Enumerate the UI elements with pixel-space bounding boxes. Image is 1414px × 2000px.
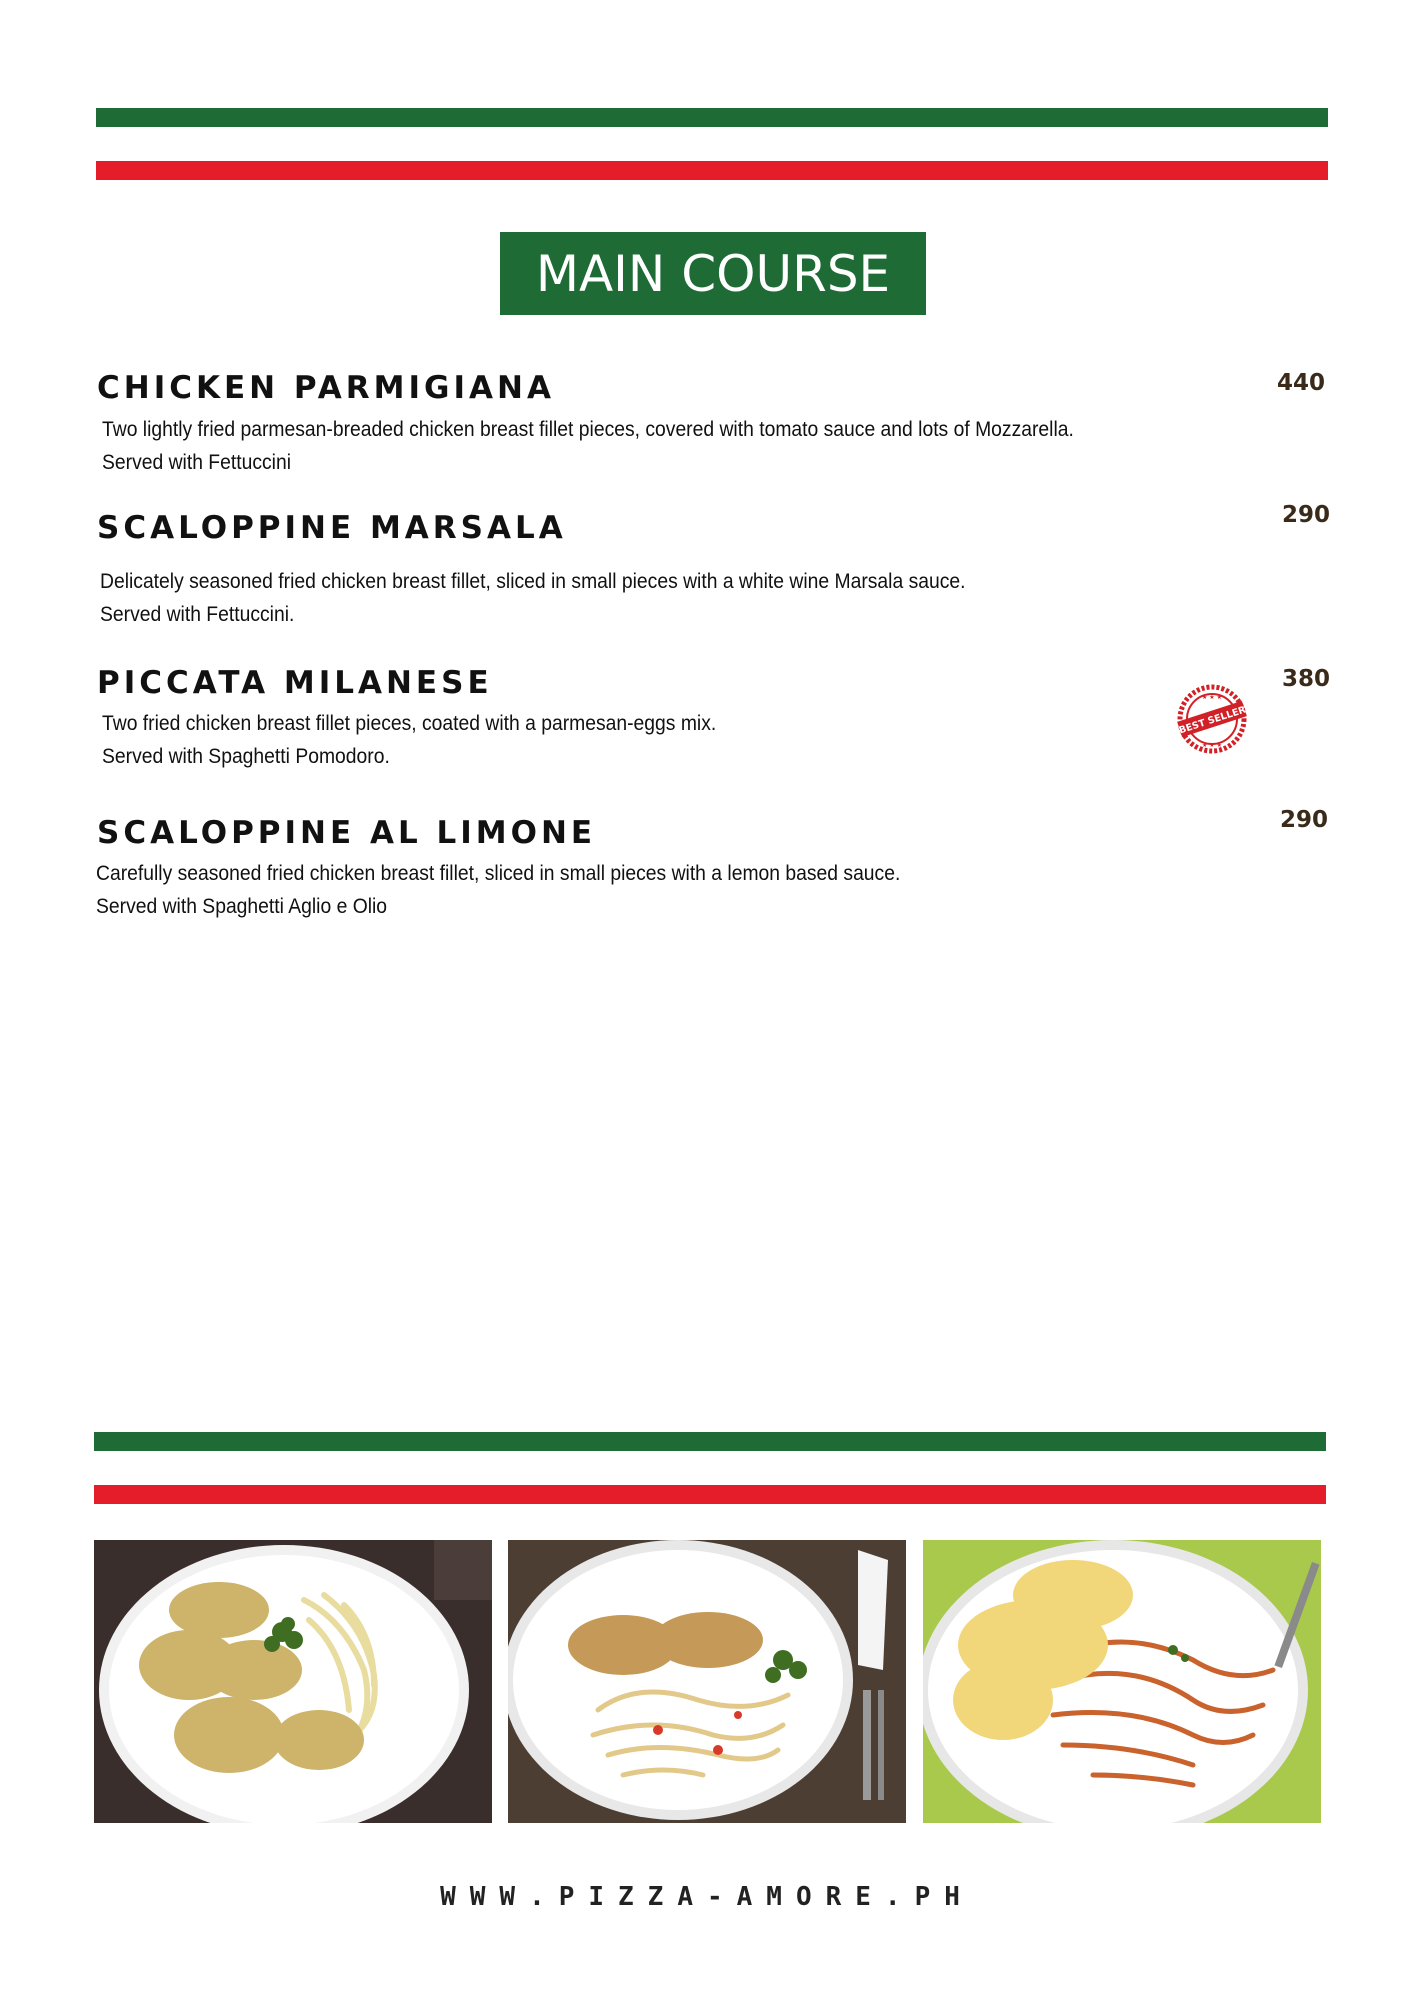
item-name: SCALOPPINE MARSALA — [97, 510, 567, 546]
item-description-line: Delicately seasoned fried chicken breast fillet, sliced in small pieces with a white wine Marsala sauce. — [100, 570, 966, 593]
item-description — [96, 857, 970, 923]
bottom-red-stripe — [94, 1485, 1326, 1504]
item-description — [102, 707, 770, 773]
badge-text: BEST SELLER — [1177, 704, 1248, 737]
item-name: SCALOPPINE AL LIMONE — [97, 815, 597, 851]
item-description — [100, 565, 1041, 631]
item-price: 440 — [1277, 370, 1326, 396]
item-name: CHICKEN PARMIGIANA — [97, 370, 555, 406]
top-red-stripe — [96, 161, 1328, 180]
item-description — [102, 413, 1158, 479]
best-seller-badge-icon — [1176, 683, 1248, 755]
chicken-with-aglio-e-olio-photo — [508, 1540, 906, 1823]
svg-text:★ ★ ★: ★ ★ ★ — [1202, 694, 1222, 701]
section-title: MAIN COURSE — [535, 244, 891, 303]
item-price: 290 — [1280, 807, 1329, 833]
top-green-stripe — [96, 108, 1328, 127]
item-description-line: Served with Fettuccini — [102, 451, 291, 474]
bottom-green-stripe — [94, 1432, 1326, 1451]
item-description-line: Served with Spaghetti Pomodoro. — [102, 745, 390, 768]
item-name: PICCATA MILANESE — [97, 665, 493, 701]
svg-text:★ ★ ★: ★ ★ ★ — [1202, 742, 1222, 749]
item-description-line: Served with Spaghetti Aglio e Olio — [96, 895, 388, 918]
item-price: 380 — [1282, 666, 1331, 692]
item-description-line: Served with Fettuccini. — [100, 603, 295, 626]
chicken-with-fettuccine-photo — [94, 1540, 492, 1823]
item-price: 290 — [1282, 502, 1331, 528]
chicken-with-spaghetti-pomodoro-photo — [923, 1540, 1321, 1823]
item-description-line: Carefully seasoned fried chicken breast fillet, sliced in small pieces with a lemon based sauce. — [96, 862, 901, 885]
footer-website[interactable]: WWW.PIZZA-AMORE.PH — [440, 1882, 974, 1912]
item-description-line: Two lightly fried parmesan-breaded chicken breast fillet pieces, covered with tomato sauce and lots of Mozzarella. — [102, 418, 1074, 441]
item-description-line: Two fried chicken breast fillet pieces, coated with a parmesan-eggs mix. — [102, 712, 717, 735]
section-title-box — [500, 232, 926, 315]
